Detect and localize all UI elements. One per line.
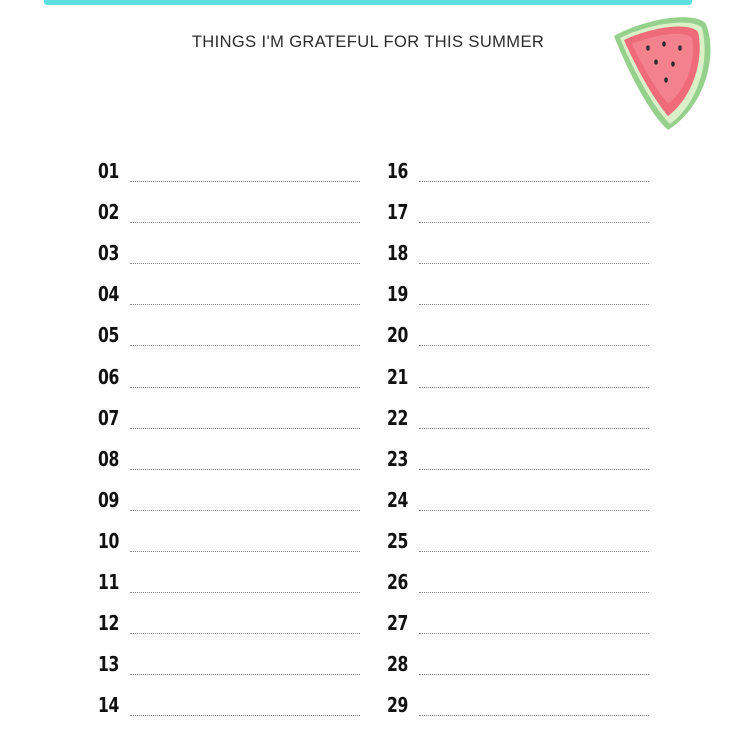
list-item [387, 282, 649, 312]
item-number: 07 [98, 405, 119, 430]
item-number: 18 [387, 241, 408, 266]
entry-line[interactable] [419, 304, 649, 305]
item-number: 23 [387, 446, 408, 471]
item-number: 25 [387, 528, 408, 553]
list-item [387, 365, 649, 395]
item-number: 10 [98, 528, 119, 553]
item-number: 28 [387, 652, 408, 677]
item-number: 04 [98, 282, 119, 307]
entry-line[interactable] [130, 592, 360, 593]
entry-line[interactable] [130, 510, 360, 511]
entry-line[interactable] [419, 469, 649, 470]
list-item [387, 488, 649, 518]
item-number: 20 [387, 323, 408, 348]
item-number: 02 [98, 200, 119, 225]
entry-line[interactable] [130, 428, 360, 429]
list-item [387, 447, 649, 477]
list-item [387, 570, 649, 600]
entry-line[interactable] [419, 181, 649, 182]
entry-line[interactable] [419, 510, 649, 511]
list-item [387, 611, 649, 641]
entry-line[interactable] [130, 469, 360, 470]
item-number: 16 [387, 159, 408, 183]
list-item [387, 159, 649, 189]
page-title: THINGS I'M GRATEFUL FOR THIS SUMMER [191, 33, 545, 51]
list-item [98, 529, 360, 559]
entry-line[interactable] [419, 715, 649, 716]
top-accent-bar [44, 0, 692, 5]
entry-line[interactable] [419, 387, 649, 388]
entry-line[interactable] [419, 674, 649, 675]
list-item [387, 241, 649, 271]
entry-line[interactable] [130, 304, 360, 305]
list-item [387, 200, 649, 230]
list-item [98, 488, 360, 518]
list-item [98, 159, 360, 189]
item-number: 11 [98, 570, 119, 594]
entry-line[interactable] [130, 222, 360, 223]
entry-line[interactable] [419, 633, 649, 634]
item-number: 26 [387, 570, 408, 594]
list-item [387, 693, 649, 723]
entry-line[interactable] [419, 222, 649, 223]
item-number: 14 [98, 693, 119, 718]
entry-line[interactable] [419, 345, 649, 346]
list-item [98, 693, 360, 723]
entry-line[interactable] [130, 345, 360, 346]
list-item [387, 652, 649, 682]
item-number: 06 [98, 364, 119, 389]
item-number: 29 [387, 693, 408, 718]
item-number: 21 [387, 364, 408, 389]
list-item [98, 652, 360, 682]
item-number: 19 [387, 282, 408, 307]
entry-line[interactable] [419, 592, 649, 593]
list-item [387, 529, 649, 559]
list-item [98, 570, 360, 600]
list-item [98, 323, 360, 353]
list-item [98, 447, 360, 477]
item-number: 12 [98, 611, 119, 636]
watermelon-slice-icon [610, 14, 715, 136]
item-number: 01 [98, 159, 119, 183]
list-item [98, 406, 360, 436]
item-number: 24 [387, 487, 408, 512]
list-item [98, 365, 360, 395]
entry-line[interactable] [419, 263, 649, 264]
item-number: 09 [98, 487, 119, 512]
item-number: 03 [98, 241, 119, 266]
list-item [98, 200, 360, 230]
entry-line[interactable] [130, 181, 360, 182]
item-number: 17 [387, 200, 408, 225]
entry-line[interactable] [130, 715, 360, 716]
list-item [98, 282, 360, 312]
list-item [387, 323, 649, 353]
list-item [98, 241, 360, 271]
item-number: 22 [387, 405, 408, 430]
item-number: 05 [98, 323, 119, 348]
entry-line[interactable] [130, 633, 360, 634]
item-number: 27 [387, 611, 408, 636]
entry-line[interactable] [130, 387, 360, 388]
list-item [387, 406, 649, 436]
item-number: 13 [98, 652, 119, 677]
entry-line[interactable] [130, 674, 360, 675]
entry-line[interactable] [419, 551, 649, 552]
list-item [98, 611, 360, 641]
item-number: 08 [98, 446, 119, 471]
entry-line[interactable] [130, 551, 360, 552]
entry-line[interactable] [419, 428, 649, 429]
entry-line[interactable] [130, 263, 360, 264]
